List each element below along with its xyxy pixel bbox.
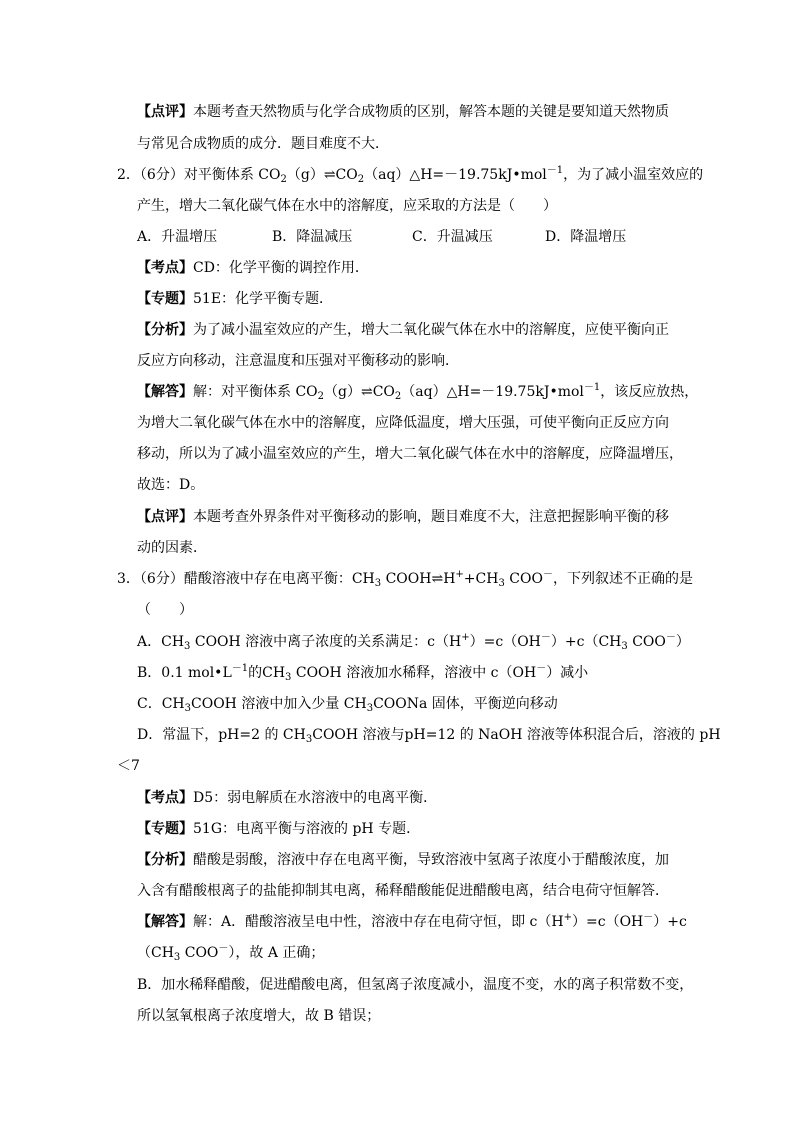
- q3-option-c: C．$CH_3COOH$ 溶液中加入少量 $CH_3COONa$ 固体，平衡逆向移动: [137, 696, 558, 714]
- q2-fenxi-line-1: 【分析】为了减小温室效应的产生，增大二氧化碳气体在水中的溶解度，应使平衡向正: [137, 322, 669, 338]
- q1-comment-line-2: 与常见合成物质的成分．题目难度不大．: [137, 136, 389, 152]
- q2-zhuanti: 【专题】51E：化学平衡专题．: [137, 291, 334, 307]
- q3-zhuanti: 【专题】51G：电离平衡与溶液的 pH 专题．: [137, 821, 421, 837]
- q2-jieda-line-2: 为增大二氧化碳气体在水中的溶解度，应降低温度，增大压强，可使平衡向正反应方向: [137, 415, 669, 431]
- q2-jieda-line-1: 【解答】解：对平衡体系 $CO_2(g)\rightleftharpoons CO_2(aq)\triangle H=-19.75kJ•mol^{-1}$，该反应放热，: [137, 382, 699, 402]
- q3-kaodian: 【考点】D5：弱电解质在水溶液中的电离平衡．: [137, 790, 438, 806]
- question-number: 3．: [117, 571, 140, 587]
- q2-option-a: A．升温增压: [137, 229, 218, 245]
- q2-comment-line-1: 【点评】本题考查外界条件对平衡移动的影响，题目难度不大，注意把握影响平衡的移: [137, 509, 669, 525]
- q2-comment-line-2: 动的因素．: [137, 540, 207, 556]
- q2-option-b: B．降温减压: [272, 229, 353, 245]
- comment-tag: 【点评】: [137, 104, 193, 120]
- question-number: 2．: [117, 167, 140, 183]
- q3-stem-line-2: （ ）: [137, 602, 193, 618]
- q3-option-b: B．0.1 $mol•L^{-1}$的$CH_3$ COOH 溶液加水稀释，溶液中 c（OH－）减小: [137, 663, 589, 683]
- q2-jieda-line-4: 故选：D。: [137, 477, 205, 493]
- q2-option-d: D．降温增压: [545, 229, 627, 245]
- q3-jieda-line-3: B．加水稀释醋酸，促进醋酸电离，但氢离子浓度减小，温度不变，水的离子积常数不变，: [137, 977, 694, 993]
- q2-kaodian: 【考点】CD：化学平衡的调控作用．: [137, 260, 369, 276]
- q3-option-d-line-2: ＜7: [117, 758, 140, 774]
- q3-option-a: A．$CH_3$ COOH 溶液中离子浓度的关系满足：$c(H^+)=c(OH^-)+c(CH_3$ COO－）: [137, 632, 690, 652]
- q3-jieda-line-2: （$CH_3$ COO－），故 A 正确；: [137, 943, 325, 963]
- q1-comment-line-1: 【点评】本题考查天然物质与化学合成物质的区别，解答本题的关键是要知道天然物质: [137, 104, 669, 120]
- q2-jieda-line-3: 移动，所以为了减小温室效应的产生，增大二氧化碳气体在水中的溶解度，应降温增压，: [137, 446, 683, 462]
- q2-option-c: C．升温减压: [412, 229, 493, 245]
- q3-jieda-line-1: 【解答】解：A．醋酸溶液呈电中性，溶液中存在电荷守恒，即 c（H+）=c（OH－）+c: [137, 912, 687, 930]
- q2-stem-line-2: 产生，增大二氧化碳气体在水中的溶解度，应采取的方法是（ ）: [137, 198, 557, 214]
- q3-fenxi-line-1: 【分析】醋酸是弱酸，溶液中存在电离平衡，导致溶液中氢离子浓度小于醋酸浓度，加: [137, 852, 669, 868]
- q2-stem-line-1: 2．（6分）对平衡体系 $CO_2(g)\rightleftharpoons CO_2(aq)\triangle H=-19.75kJ•mol^{-1}$，为了减小温室效应的: [117, 165, 704, 185]
- q3-fenxi-line-2: 入含有醋酸根离子的盐能抑制其电离，稀释醋酸能促进醋酸电离，结合电荷守恒解答．: [137, 883, 669, 899]
- q3-option-d-line-1: D．常温下，pH=2 的 $CH_3COOH$ 溶液与pH=12 的 NaOH 溶液等体积混合后，溶液的 pH: [137, 727, 721, 745]
- q3-stem-line-1: 3．（6分）醋酸溶液中存在电离平衡：$CH_3$ $COOH\rightleftharpoons H^++CH_3$ COO－，下列叙述不正确的是: [117, 569, 693, 589]
- q2-fenxi-line-2: 反应方向移动，注意温度和压强对平衡移动的影响．: [137, 353, 459, 369]
- q3-jieda-line-4: 所以氢氧根离子浓度增大，故 B 错误；: [137, 1008, 381, 1024]
